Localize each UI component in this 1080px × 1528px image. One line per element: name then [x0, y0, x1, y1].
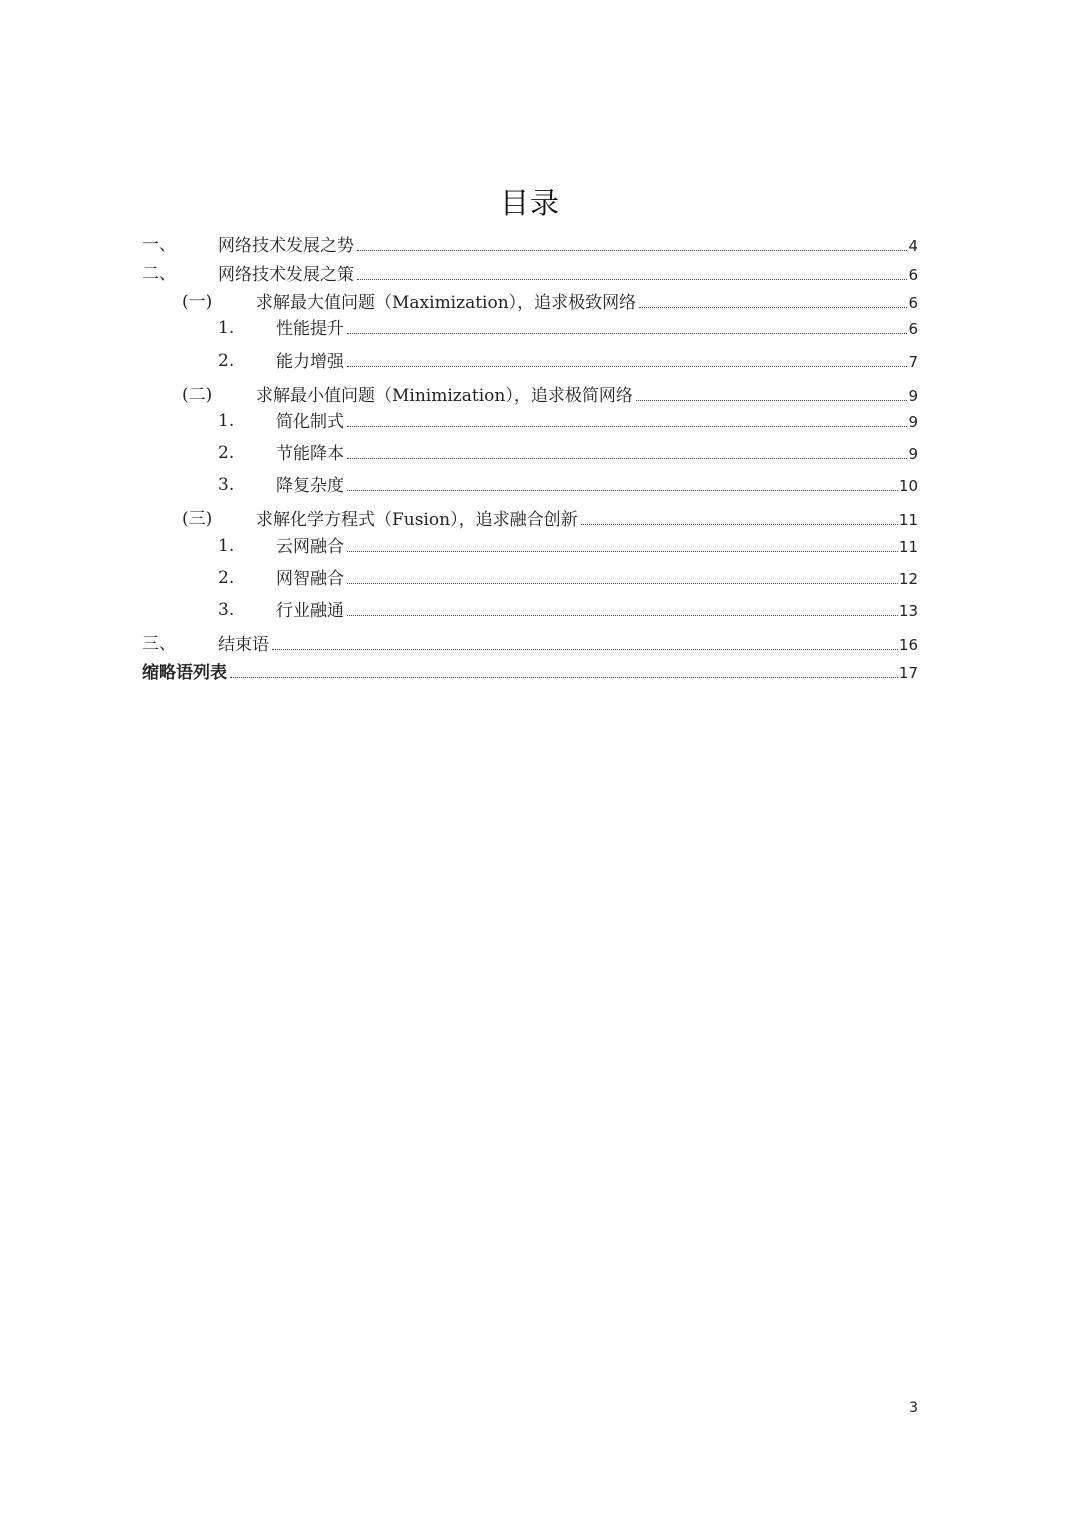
toc-entry-number: 3.	[218, 600, 235, 620]
toc-leader-dots	[636, 383, 908, 401]
toc-entry-level3[interactable]	[0, 441, 918, 465]
toc-entry-page: 4	[908, 237, 918, 255]
toc-entry-number: (二)	[182, 385, 213, 405]
toc-entry-page: 6	[908, 266, 918, 284]
toc-entry-page: 13	[898, 602, 918, 620]
toc-entry-text: 网络技术发展之策	[218, 265, 354, 285]
toc-entry-level3[interactable]	[0, 598, 918, 622]
toc-entry-page: 7	[908, 353, 918, 371]
toc-leader-dots	[347, 473, 898, 491]
toc-entry-page: 9	[908, 445, 918, 463]
toc-leader-dots	[357, 262, 907, 280]
toc-entry-text: 求解化学方程式（Fusion），追求融合创新	[256, 510, 578, 530]
toc-entry-page: 16	[898, 636, 918, 654]
toc-entry-number: 1.	[218, 411, 235, 431]
toc-leader-dots	[581, 507, 898, 525]
toc-entry-text: 求解最小值问题（Minimization），追求极简网络	[256, 386, 633, 406]
toc-entry-level3[interactable]	[0, 409, 918, 433]
toc-entry-text: 节能降本	[276, 444, 344, 464]
toc-entry-level2[interactable]	[0, 383, 918, 407]
toc-entry-number: 2.	[218, 351, 235, 371]
toc-entry-level1[interactable]	[0, 632, 918, 656]
toc-leader-dots	[347, 598, 898, 616]
toc-entry-number: 2.	[218, 568, 235, 588]
toc-entry-number: 二、	[142, 264, 176, 284]
toc-entry-page: 12	[898, 570, 918, 588]
toc-entry-level3[interactable]	[0, 566, 918, 590]
toc-leader-dots	[347, 566, 898, 584]
toc-leader-dots	[357, 233, 907, 251]
toc-entry-number: 3.	[218, 475, 235, 495]
toc-entry-text: 网络技术发展之势	[218, 236, 354, 256]
toc-entry-level2[interactable]	[0, 507, 918, 531]
toc-entry-level1[interactable]	[0, 233, 918, 257]
toc-entry-text: 求解最大值问题（Maximization），追求极致网络	[256, 293, 637, 313]
toc-entry-level3[interactable]	[0, 316, 918, 340]
toc-entry-text: 性能提升	[276, 319, 344, 339]
toc-entry-appendix[interactable]	[0, 660, 918, 684]
toc-entry-page: 9	[908, 387, 918, 405]
toc-entry-number: (三)	[182, 509, 213, 529]
toc-leader-dots	[347, 316, 907, 334]
toc-entry-level2[interactable]	[0, 290, 918, 314]
toc-leader-dots	[230, 660, 898, 678]
page-number: 3	[909, 1400, 918, 1416]
toc-entry-page: 11	[898, 511, 918, 529]
toc-entry-level3[interactable]	[0, 473, 918, 497]
toc-entry-level3[interactable]	[0, 534, 918, 558]
toc-entry-number: 1.	[218, 318, 235, 338]
toc-entry-number: 2.	[218, 443, 235, 463]
toc-leader-dots	[347, 409, 907, 427]
toc-leader-dots	[639, 290, 907, 308]
toc-entry-page: 17	[898, 664, 918, 682]
toc-entry-text: 能力增强	[276, 352, 344, 372]
toc-entry-page: 10	[898, 477, 918, 495]
toc-leader-dots	[347, 349, 907, 367]
toc-entry-text: 缩略语列表	[142, 663, 227, 683]
toc-entry-text: 简化制式	[276, 412, 344, 432]
toc-leader-dots	[272, 632, 898, 650]
toc-title: 目录	[499, 186, 560, 220]
toc-entry-number: 三、	[142, 634, 176, 654]
toc-entry-number: 1.	[218, 536, 235, 556]
toc-entry-level3[interactable]	[0, 349, 918, 373]
toc-entry-text: 网智融合	[276, 569, 344, 589]
toc-entry-text: 结束语	[218, 635, 269, 655]
toc-entry-text: 行业融通	[276, 601, 344, 621]
toc-leader-dots	[347, 441, 907, 459]
toc-entry-level1[interactable]	[0, 262, 918, 286]
toc-entry-page: 6	[908, 294, 918, 312]
toc-entry-number: (一)	[182, 292, 213, 312]
toc-entry-text: 云网融合	[276, 537, 344, 557]
toc-entry-page: 9	[908, 413, 918, 431]
toc-entry-page: 6	[908, 320, 918, 338]
toc-entry-page: 11	[898, 538, 918, 556]
toc-entry-text: 降复杂度	[276, 476, 344, 496]
toc-entry-number: 一、	[142, 235, 176, 255]
toc-leader-dots	[347, 534, 898, 552]
